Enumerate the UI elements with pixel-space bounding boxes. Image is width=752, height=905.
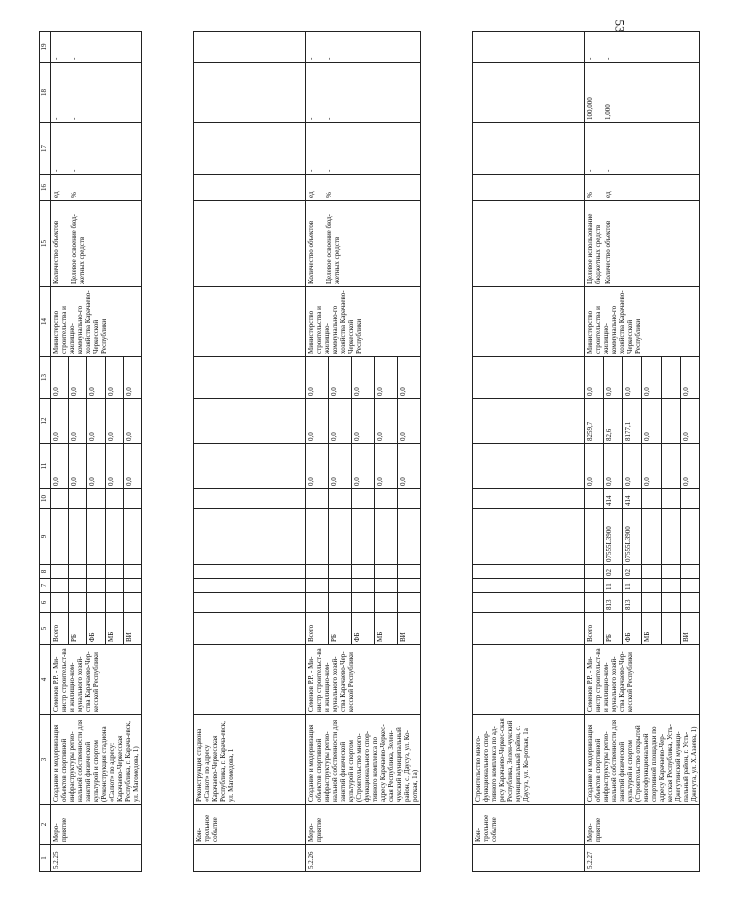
cell-c10 xyxy=(642,489,661,509)
header-row xyxy=(40,32,51,872)
column-header: 16 xyxy=(40,175,51,201)
cell-c8: 02 xyxy=(623,565,642,579)
row-type: Меро-приятие xyxy=(306,805,421,845)
empty-cell xyxy=(194,489,306,509)
empty-cell xyxy=(194,123,306,175)
row-type: Кон-трольное событие xyxy=(194,805,306,845)
indicator-c19 xyxy=(585,32,700,63)
cell-c10 xyxy=(329,489,352,509)
cell-c13: 0,0 xyxy=(69,357,87,399)
row-ministry: Министерство строительства и жилищно-коммунально-го хозяйства Карачаево-Черкесской Республики xyxy=(51,287,142,357)
empty-cell xyxy=(473,63,585,123)
cell-c8: 02 xyxy=(604,565,623,579)
cell-c12: 82,6 xyxy=(604,399,623,444)
cell-c8 xyxy=(306,565,329,579)
cell-c13: 0,0 xyxy=(680,357,699,399)
cell-c7 xyxy=(329,579,352,593)
empty-cell xyxy=(473,201,585,287)
cell-c7 xyxy=(306,579,329,593)
cell-c10 xyxy=(69,489,87,509)
cell-c7 xyxy=(375,579,398,593)
indicator-c17 xyxy=(51,123,142,175)
row-type: Кон-трольное событие xyxy=(473,805,585,845)
indicator-unit xyxy=(51,175,142,201)
cell-c10: 414 xyxy=(623,489,642,509)
cell-c7 xyxy=(585,579,604,593)
row-number xyxy=(473,845,585,872)
empty-cell xyxy=(194,287,306,357)
cell-c8 xyxy=(398,565,421,579)
control-event-row xyxy=(473,32,585,872)
indicator-c18 xyxy=(306,63,421,123)
indicator-line: - xyxy=(52,169,60,172)
cell-src: РБ xyxy=(69,613,87,645)
cell-c10 xyxy=(398,489,421,509)
indicator-line: - xyxy=(325,57,333,60)
indicator-unit xyxy=(306,175,421,201)
cell-c7 xyxy=(680,579,699,593)
indicator-c19 xyxy=(51,32,142,63)
empty-cell xyxy=(194,613,306,645)
cell-c11: 0,0 xyxy=(105,444,123,489)
cell-c12 xyxy=(661,399,680,444)
column-header: 8 xyxy=(40,565,51,579)
indicator-line: % xyxy=(586,192,594,198)
cell-c13: 0,0 xyxy=(398,357,421,399)
cell-c6 xyxy=(51,593,69,613)
column-header: 1 xyxy=(40,845,51,872)
cell-src: ВИ xyxy=(680,613,699,645)
cell-c6 xyxy=(680,593,699,613)
cell-c13: 0,0 xyxy=(585,357,604,399)
cell-c11: 0,0 xyxy=(123,444,141,489)
indicator-line: - xyxy=(586,169,594,172)
empty-cell xyxy=(473,613,585,645)
cell-c13: 0,0 xyxy=(51,357,69,399)
empty-cell xyxy=(194,201,306,287)
empty-cell xyxy=(473,32,585,63)
cell-c11: 0,0 xyxy=(585,444,604,489)
cell-c12: 0,0 xyxy=(329,399,352,444)
column-header: 5 xyxy=(40,613,51,645)
cell-c8 xyxy=(375,565,398,579)
row-executor: Семенов Р.Р. - Ми-нистр строительст-ва и жилищно-ком-мунального хозяй-ства Карачаево-Чер-кесской Республики xyxy=(585,645,700,715)
indicator-name xyxy=(585,201,700,287)
indicator-line: Количество объектов xyxy=(604,220,612,284)
column-header: 13 xyxy=(40,357,51,399)
column-header: 15 xyxy=(40,201,51,287)
indicator-line: ед xyxy=(307,191,315,198)
column-header: 2 xyxy=(40,805,51,845)
empty-cell xyxy=(473,399,585,444)
indicator-line: Целевое освоение бюд-жетных средств xyxy=(70,214,86,284)
cell-c9 xyxy=(306,509,329,565)
cell-c10: 414 xyxy=(604,489,623,509)
cell-c13: 0,0 xyxy=(123,357,141,399)
cell-c6: 813 xyxy=(623,593,642,613)
cell-c10 xyxy=(680,489,699,509)
indicator-line: - xyxy=(307,169,315,172)
column-header: 6 xyxy=(40,593,51,613)
indicator-name xyxy=(306,201,421,287)
cell-c11: 0,0 xyxy=(69,444,87,489)
cell-c8 xyxy=(51,565,69,579)
row-number: 5.2.26 xyxy=(306,845,421,872)
cell-c12: 0,0 xyxy=(51,399,69,444)
column-header: 12 xyxy=(40,399,51,444)
indicator-c17 xyxy=(585,123,700,175)
cell-c9 xyxy=(51,509,69,565)
cell-c11: 0,0 xyxy=(680,444,699,489)
cell-c7 xyxy=(69,579,87,593)
cell-src: ФБ xyxy=(352,613,375,645)
row-type: Меро-приятие xyxy=(51,805,142,845)
cell-c12: 0,0 xyxy=(69,399,87,444)
indicator-line: - xyxy=(586,57,594,60)
cell-c6 xyxy=(123,593,141,613)
indicator-unit xyxy=(585,175,700,201)
cell-c9 xyxy=(680,509,699,565)
cell-c6 xyxy=(329,593,352,613)
cell-c11: 0,0 xyxy=(398,444,421,489)
empty-cell xyxy=(194,565,306,579)
empty-cell xyxy=(473,565,585,579)
cell-c9 xyxy=(105,509,123,565)
indicator-line: Целевое использование бюджетных средств xyxy=(586,213,602,284)
column-header: 18 xyxy=(40,63,51,123)
cell-c13: 0,0 xyxy=(623,357,642,399)
empty-cell xyxy=(194,444,306,489)
finance-row xyxy=(585,32,604,872)
filler-row xyxy=(700,32,752,872)
page-number: 53 xyxy=(612,19,628,33)
cell-c9 xyxy=(398,509,421,565)
indicator-line: - xyxy=(325,117,333,120)
cell-c6 xyxy=(87,593,105,613)
cell-c7 xyxy=(87,579,105,593)
empty-cell xyxy=(194,63,306,123)
row-ministry: Министерство строительства и жилищно-коммунально-го хозяйства Карачаево-Черкесской Республики xyxy=(585,287,700,357)
cell-c11: 0,0 xyxy=(375,444,398,489)
indicator-line: Количество объектов xyxy=(307,220,315,284)
cell-c9 xyxy=(642,509,661,565)
cell-c13 xyxy=(661,357,680,399)
empty-cell xyxy=(194,593,306,613)
finance-row xyxy=(51,32,69,872)
cell-c9 xyxy=(661,509,680,565)
cell-src: МБ xyxy=(375,613,398,645)
cell-src: ФБ xyxy=(623,613,642,645)
cell-c12: 0,0 xyxy=(306,399,329,444)
cell-c12: 0,0 xyxy=(398,399,421,444)
indicator-c19 xyxy=(306,32,421,63)
finance-row xyxy=(306,32,329,872)
filler-row xyxy=(142,32,194,872)
empty-cell xyxy=(473,123,585,175)
indicator-line: - xyxy=(604,169,612,172)
empty-cell xyxy=(194,399,306,444)
cell-c10 xyxy=(105,489,123,509)
row-number: 5.2.27 xyxy=(585,845,700,872)
cell-c10 xyxy=(51,489,69,509)
cell-c8 xyxy=(69,565,87,579)
cell-c6 xyxy=(306,593,329,613)
cell-c8 xyxy=(105,565,123,579)
cell-c9 xyxy=(329,509,352,565)
cell-c8 xyxy=(329,565,352,579)
cell-c10 xyxy=(661,489,680,509)
cell-c8 xyxy=(585,565,604,579)
cell-c6 xyxy=(352,593,375,613)
cell-c8 xyxy=(87,565,105,579)
cell-c12: 0,0 xyxy=(642,399,661,444)
empty-cell xyxy=(194,509,306,565)
empty-cell xyxy=(473,489,585,509)
indicator-line: Целевое освоение бюд-жетных средств xyxy=(325,214,341,284)
cell-c10 xyxy=(375,489,398,509)
indicator-line: - xyxy=(70,117,78,120)
empty-cell xyxy=(194,579,306,593)
cell-c11: 0,0 xyxy=(604,444,623,489)
cell-c10 xyxy=(87,489,105,509)
cell-c12: 0,0 xyxy=(680,399,699,444)
cell-src: МБ xyxy=(642,613,661,645)
cell-c7 xyxy=(105,579,123,593)
indicator-c17 xyxy=(306,123,421,175)
cell-src: ВИ xyxy=(398,613,421,645)
cell-src: МБ xyxy=(105,613,123,645)
cell-c9 xyxy=(585,509,604,565)
cell-c7 xyxy=(123,579,141,593)
cell-c6 xyxy=(585,593,604,613)
empty-cell xyxy=(194,32,306,63)
row-ministry: Министерство строительства и жилищно-коммунально-го хозяйства Карачаево-Черкесской Республики xyxy=(306,287,421,357)
empty-cell xyxy=(473,444,585,489)
indicator-line: Количество объектов xyxy=(52,220,60,284)
cell-c11: 0,0 xyxy=(306,444,329,489)
cell-c11: 0,0 xyxy=(623,444,642,489)
program-table xyxy=(39,31,752,872)
filler-row xyxy=(421,32,473,872)
cell-c11: 0,0 xyxy=(87,444,105,489)
cell-c13: 0,0 xyxy=(604,357,623,399)
cell-c12: 0,0 xyxy=(123,399,141,444)
cell-c8 xyxy=(680,565,699,579)
column-header: 14 xyxy=(40,287,51,357)
indicator-c18 xyxy=(585,63,700,123)
indicator-line: % xyxy=(325,192,333,198)
cell-c6: 813 xyxy=(604,593,623,613)
cell-c8 xyxy=(642,565,661,579)
column-header: 7 xyxy=(40,579,51,593)
cell-c7: 11 xyxy=(604,579,623,593)
cell-c13: 0,0 xyxy=(306,357,329,399)
empty-cell xyxy=(473,175,585,201)
column-header: 11 xyxy=(40,444,51,489)
cell-c7 xyxy=(51,579,69,593)
empty-cell xyxy=(473,593,585,613)
cell-c12: 8177,1 xyxy=(623,399,642,444)
cell-c12: 0,0 xyxy=(105,399,123,444)
indicator-line: - xyxy=(325,169,333,172)
row-title: Создание и модернизация объектов спортивной инфраструктуры регио-нальной собственности для занятий физической культурой и спортом (Строительство много-функционального спор-тивного комплекса по адресу Карачаево-Черкес-ская Республика, Зелен-чукский муниципальный район, с. Даусуз, ул. Ко-роткая, 1а) xyxy=(306,715,421,805)
cell-c6 xyxy=(398,593,421,613)
cell-c10 xyxy=(123,489,141,509)
cell-c8 xyxy=(123,565,141,579)
empty-cell xyxy=(473,579,585,593)
cell-c7 xyxy=(352,579,375,593)
cell-c8 xyxy=(352,565,375,579)
cell-src: РБ xyxy=(329,613,352,645)
row-type: Меро-приятие xyxy=(585,805,700,845)
cell-src: РБ xyxy=(604,613,623,645)
control-event-row xyxy=(194,32,306,872)
row-title: Реконструкция стадиона «Салют» по адресу Карачаево-Черкесская Республика, г. Карача-евск, ул. Магомедова, 1 xyxy=(194,715,306,805)
empty-cell xyxy=(473,509,585,565)
cell-c13: 0,0 xyxy=(642,357,661,399)
cell-c10 xyxy=(306,489,329,509)
indicator-line: - xyxy=(70,169,78,172)
empty-cell xyxy=(473,287,585,357)
indicator-line: % xyxy=(70,192,78,198)
column-header: 3 xyxy=(40,715,51,805)
cell-src: ВИ xyxy=(123,613,141,645)
cell-c12: 0,0 xyxy=(87,399,105,444)
row-executor: Семенов Р.Р. - Ми-нистр строительст-ва и жилищно-ком-мунального хозяй-ства Карачаево-Чер-кесской Республики xyxy=(306,645,421,715)
row-title: Строительство много-функционального спор-тивного комплекса по ад-ресу Карачаево-Черкес-ская Республика, Зелен-чукский муниципальный район, с. Даусуз, ул. Ко-роткая, 1а xyxy=(473,715,585,805)
column-header: 17 xyxy=(40,123,51,175)
row-number xyxy=(194,845,306,872)
column-header: 9 xyxy=(40,509,51,565)
cell-c11: 0,0 xyxy=(329,444,352,489)
row-title: Создание и модернизация объектов спортивной инфраструктуры регио-нальной собственности для занятий физической культурой и спортом (Строительство открытой многофункциональной спортивной площадки по адресу Карачаево-Чер-кесская Республика, Усть-Джегутинский муници-пальный район, г. Усть-Джегута, ул. Х.Азаева, 1) xyxy=(585,715,700,805)
cell-c6 xyxy=(375,593,398,613)
empty-cell xyxy=(194,645,306,715)
cell-c10 xyxy=(585,489,604,509)
indicator-line: - xyxy=(307,117,315,120)
indicator-c18 xyxy=(51,63,142,123)
cell-c6 xyxy=(69,593,87,613)
row-number: 5.2.25 xyxy=(51,845,142,872)
rotated-page xyxy=(39,32,698,872)
cell-c9 xyxy=(375,509,398,565)
indicator-line: ед xyxy=(604,191,612,198)
empty-cell xyxy=(194,175,306,201)
cell-c12: 0,0 xyxy=(375,399,398,444)
cell-c9 xyxy=(123,509,141,565)
indicator-line: - xyxy=(52,57,60,60)
cell-c12: 0,0 xyxy=(352,399,375,444)
empty-cell xyxy=(473,645,585,715)
cell-src xyxy=(661,613,680,645)
cell-c7: 11 xyxy=(623,579,642,593)
cell-src: ФБ xyxy=(87,613,105,645)
cell-c7 xyxy=(642,579,661,593)
cell-c11: 0,0 xyxy=(51,444,69,489)
indicator-line: ед xyxy=(52,191,60,198)
column-header: 10 xyxy=(40,489,51,509)
indicator-line: - xyxy=(70,57,78,60)
cell-c9: 07555L3900 xyxy=(604,509,623,565)
indicator-line: - xyxy=(307,57,315,60)
cell-c8 xyxy=(661,565,680,579)
cell-c13: 0,0 xyxy=(352,357,375,399)
cell-c9 xyxy=(69,509,87,565)
indicator-line: - xyxy=(604,57,612,60)
column-header: 19 xyxy=(40,32,51,63)
cell-c6 xyxy=(642,593,661,613)
indicator-line: 1,000 xyxy=(604,104,612,120)
cell-c11: 0,0 xyxy=(642,444,661,489)
indicator-line: - xyxy=(52,117,60,120)
indicator-name xyxy=(51,201,142,287)
cell-c9 xyxy=(87,509,105,565)
cell-c13: 0,0 xyxy=(87,357,105,399)
row-title: Создание и модернизация объектов спортивной инфраструктуры регио-нальной собственности для занятий физической культурой и спортом (Реконструкция стадиона «Салют» по адресу: Карачаево-Черкесская Республика, г. Карача-евск, ул. Магомедова, 1) xyxy=(51,715,142,805)
cell-c13: 0,0 xyxy=(105,357,123,399)
cell-c13: 0,0 xyxy=(375,357,398,399)
empty-cell xyxy=(473,357,585,399)
row-executor: Семенов Р.Р. - Ми-нистр строительст-ва и жилищно-ком-мунального хозяй-ства Карачаево-Чер-кесской Республики xyxy=(51,645,142,715)
cell-c9: 07555L3900 xyxy=(623,509,642,565)
cell-c10 xyxy=(352,489,375,509)
cell-c6 xyxy=(105,593,123,613)
empty-cell xyxy=(194,357,306,399)
cell-c12: 8259,7 xyxy=(585,399,604,444)
cell-src: Всего xyxy=(306,613,329,645)
cell-c7 xyxy=(398,579,421,593)
cell-c11: 0,0 xyxy=(352,444,375,489)
cell-src: Всего xyxy=(51,613,69,645)
cell-src: Всего xyxy=(585,613,604,645)
cell-c7 xyxy=(661,579,680,593)
cell-c13: 0,0 xyxy=(329,357,352,399)
cell-c6 xyxy=(661,593,680,613)
indicator-line: 100,000 xyxy=(586,97,594,120)
cell-c9 xyxy=(352,509,375,565)
column-header: 4 xyxy=(40,645,51,715)
cell-c11 xyxy=(661,444,680,489)
